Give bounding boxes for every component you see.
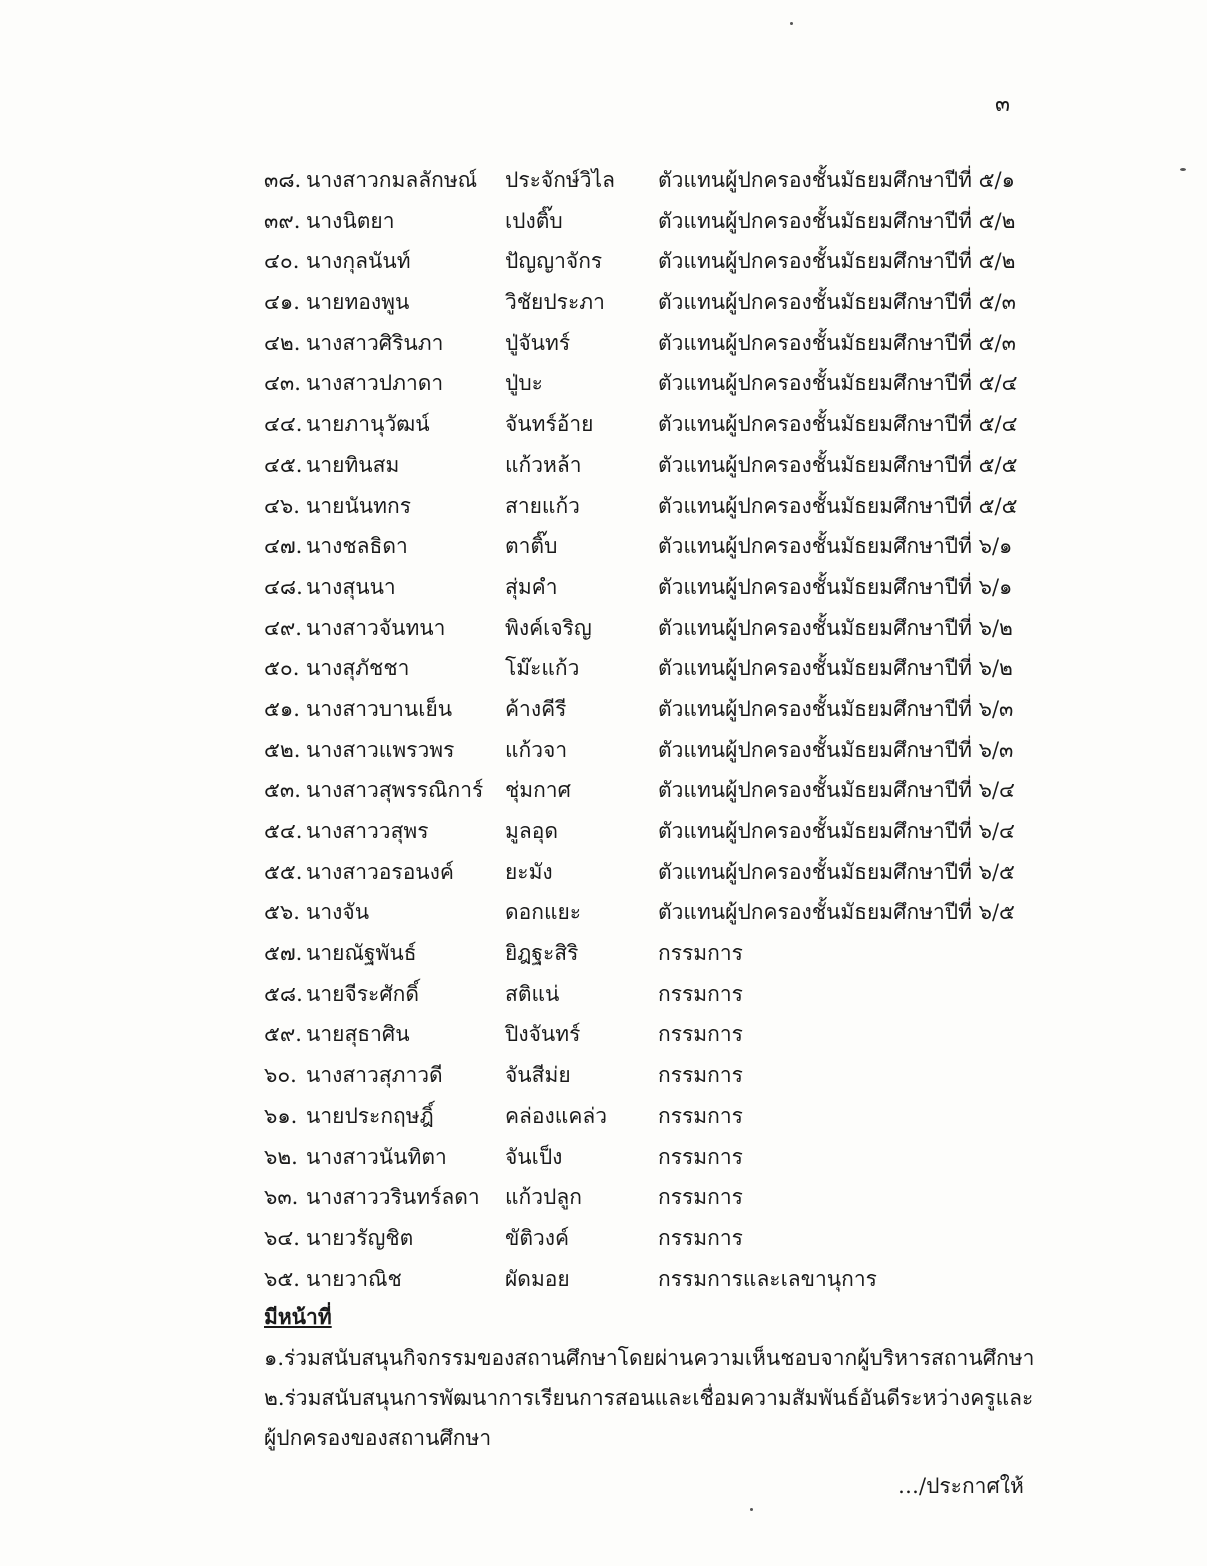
member-row xyxy=(264,1259,1024,1300)
member-role: ตัวแทนผู้ปกครองชั้นมัธยมศึกษาปีที่ ๖/๕ xyxy=(658,900,1015,925)
member-row xyxy=(264,892,1024,933)
member-name: นางกุลนันท์ xyxy=(306,249,411,274)
member-number: ๕๓. xyxy=(264,778,301,803)
member-name: นายสุธาศิน xyxy=(306,1022,410,1047)
member-number: ๓๙. xyxy=(264,208,301,233)
member-list xyxy=(264,160,1024,1299)
member-number: ๖๒. xyxy=(264,1144,298,1169)
member-role: กรรมการ xyxy=(658,1185,743,1210)
member-number: ๖๓. xyxy=(264,1185,299,1210)
member-row xyxy=(264,445,1024,486)
member-role: ตัวแทนผู้ปกครองชั้นมัธยมศึกษาปีที่ ๕/๓ xyxy=(658,330,1016,355)
member-number: ๔๓. xyxy=(264,371,301,396)
member-number: ๔๗. xyxy=(264,534,303,559)
member-surname: ประจักษ์วิไล xyxy=(505,168,615,192)
member-name: นางสาวกมลลักษณ์ xyxy=(306,168,478,192)
member-name: นางจัน xyxy=(306,900,370,925)
scan-speck xyxy=(790,22,793,25)
member-row xyxy=(264,608,1024,649)
member-row xyxy=(264,648,1024,689)
member-surname: จันเป็ง xyxy=(505,1144,563,1169)
member-role: ตัวแทนผู้ปกครองชั้นมัธยมศึกษาปีที่ ๕/๔ xyxy=(658,412,1018,437)
member-name: นางสาวศิรินภา xyxy=(306,330,444,355)
member-name: นางสาวจันทนา xyxy=(306,615,446,640)
member-name: นางสาวสุภาวดี xyxy=(306,1063,443,1088)
member-surname: มูลอุด xyxy=(505,819,558,843)
member-role: ตัวแทนผู้ปกครองชั้นมัธยมศึกษาปีที่ ๖/๒ xyxy=(658,615,1013,640)
member-row xyxy=(264,933,1024,974)
member-surname: ชุ่มกาศ xyxy=(505,778,571,803)
member-row xyxy=(264,852,1024,893)
scan-speck xyxy=(750,1508,753,1511)
member-number: ๔๔. xyxy=(264,412,303,437)
member-surname: ยิฎฐะสิริ xyxy=(505,941,579,966)
member-row xyxy=(264,1218,1024,1259)
member-row xyxy=(264,282,1024,323)
member-role: ตัวแทนผู้ปกครองชั้นมัธยมศึกษาปีที่ ๕/๕ xyxy=(658,493,1018,518)
member-row xyxy=(264,1137,1024,1178)
member-surname: คล่องแคล่ว xyxy=(505,1103,608,1128)
member-role: กรรมการและเลขานุการ xyxy=(658,1266,877,1291)
member-number: ๕๘. xyxy=(264,981,303,1006)
member-surname: ปู่บะ xyxy=(505,371,543,396)
member-surname: ขัติวงค์ xyxy=(505,1225,570,1250)
member-name: นายทินสม xyxy=(306,452,400,477)
member-name: นางสาวแพรวพร xyxy=(306,737,455,762)
member-row xyxy=(264,1096,1024,1137)
member-surname: โม๊ะแก้ว xyxy=(505,656,580,681)
member-role: ตัวแทนผู้ปกครองชั้นมัธยมศึกษาปีที่ ๖/๕ xyxy=(658,859,1015,884)
member-row xyxy=(264,323,1024,364)
member-role: ตัวแทนผู้ปกครองชั้นมัธยมศึกษาปีที่ ๕/๕ xyxy=(658,452,1018,477)
member-surname: ปิงจันทร์ xyxy=(505,1022,581,1047)
member-row xyxy=(264,770,1024,811)
member-surname: แก้วหล้า xyxy=(505,452,582,477)
member-role: ตัวแทนผู้ปกครองชั้นมัธยมศึกษาปีที่ ๕/๒ xyxy=(658,249,1016,274)
duty-item-2-line-2: ผู้ปกครองของสถานศึกษา xyxy=(264,1426,492,1450)
member-surname: จันสีม่ย xyxy=(505,1063,571,1088)
member-row xyxy=(264,1014,1024,1055)
member-name: นางนิตยา xyxy=(306,208,395,233)
member-name: นายณัฐพันธ์ xyxy=(306,941,417,966)
member-number: ๔๘. xyxy=(264,574,303,599)
member-number: ๕๕. xyxy=(264,859,303,884)
duty-item-2-line-1: ๒.ร่วมสนับสนุนการพัฒนาการเรียนการสอนและเชื่อมความสัมพันธ์อันดีระหว่างครูและ xyxy=(264,1386,1034,1410)
member-name: นางสาววรินทร์ลดา xyxy=(306,1185,480,1210)
member-role: ตัวแทนผู้ปกครองชั้นมัธยมศึกษาปีที่ ๖/๔ xyxy=(658,778,1015,803)
member-surname: ยะมัง xyxy=(505,859,553,884)
member-role: ตัวแทนผู้ปกครองชั้นมัธยมศึกษาปีที่ ๖/๓ xyxy=(658,696,1014,721)
member-number: ๖๕. xyxy=(264,1266,300,1291)
member-name: นายจีระศักดิ์ xyxy=(306,981,419,1006)
member-number: ๔๒. xyxy=(264,330,301,355)
member-role: กรรมการ xyxy=(658,1144,743,1169)
member-surname: วิชัยประภา xyxy=(505,290,605,315)
member-row xyxy=(264,160,1024,201)
member-role: ตัวแทนผู้ปกครองชั้นมัธยมศึกษาปีที่ ๖/๑ xyxy=(658,574,1013,599)
member-surname: แก้วจา xyxy=(505,737,568,762)
member-surname: สายแก้ว xyxy=(505,493,580,518)
member-row xyxy=(264,526,1024,567)
member-number: ๕๒. xyxy=(264,737,301,762)
member-number: ๓๘. xyxy=(264,168,302,192)
member-role: ตัวแทนผู้ปกครองชั้นมัธยมศึกษาปีที่ ๖/๑ xyxy=(658,534,1013,559)
member-number: ๔๕. xyxy=(264,452,303,477)
member-number: ๖๑. xyxy=(264,1103,298,1128)
member-name: นางสุนนา xyxy=(306,574,396,599)
member-surname: สติแน่ xyxy=(505,981,560,1006)
member-role: ตัวแทนผู้ปกครองชั้นมัธยมศึกษาปีที่ ๖/๔ xyxy=(658,819,1015,843)
member-number: ๕๔. xyxy=(264,819,303,843)
member-surname: สุ่มคำ xyxy=(505,574,558,599)
member-number: ๔๐. xyxy=(264,249,300,274)
member-role: กรรมการ xyxy=(658,1063,743,1088)
member-surname: ปู่จันทร์ xyxy=(505,330,571,355)
member-name: นายวาณิช xyxy=(306,1266,402,1291)
member-name: นางสาวนันทิตา xyxy=(306,1144,447,1169)
member-role: กรรมการ xyxy=(658,1022,743,1047)
member-name: นายนันทกร xyxy=(306,493,411,518)
member-number: ๕๑. xyxy=(264,696,300,721)
member-surname: ปัญญาจักร xyxy=(505,249,603,274)
member-name: นางสาวอรอนงค์ xyxy=(306,859,454,884)
member-row xyxy=(264,974,1024,1015)
member-name: นางสาวสุพรรณิการ์ xyxy=(306,778,484,803)
member-role: ตัวแทนผู้ปกครองชั้นมัธยมศึกษาปีที่ ๕/๓ xyxy=(658,290,1016,315)
member-surname: ผัดมอย xyxy=(505,1266,570,1291)
member-name: นางสาววสุพร xyxy=(306,819,429,843)
member-role: ตัวแทนผู้ปกครองชั้นมัธยมศึกษาปีที่ ๖/๒ xyxy=(658,656,1013,681)
member-row xyxy=(264,567,1024,608)
member-role: ตัวแทนผู้ปกครองชั้นมัธยมศึกษาปีที่ ๕/๑ xyxy=(658,168,1015,192)
member-number: ๖๐. xyxy=(264,1063,297,1088)
member-surname: จันทร์อ้าย xyxy=(505,412,594,437)
member-surname: ตาติ๊บ xyxy=(505,534,558,559)
member-role: กรรมการ xyxy=(658,981,743,1006)
member-name: นายภานุวัฒน์ xyxy=(306,412,430,437)
member-surname: ดอกแยะ xyxy=(505,900,582,925)
duty-item-1: ๑.ร่วมสนับสนุนกิจกรรมของสถานศึกษาโดยผ่านความเห็นชอบจากผู้บริหารสถานศึกษา xyxy=(264,1346,1035,1370)
member-role: กรรมการ xyxy=(658,941,743,966)
member-row xyxy=(264,241,1024,282)
page-number: ๓ xyxy=(995,92,1011,117)
member-role: กรรมการ xyxy=(658,1103,743,1128)
member-surname: พิงค์เจริญ xyxy=(505,615,592,640)
member-row xyxy=(264,730,1024,771)
member-name: นางสุภัชชา xyxy=(306,656,410,681)
member-name: นายทองพูน xyxy=(306,290,410,315)
member-row xyxy=(264,1055,1024,1096)
member-number: ๖๔. xyxy=(264,1225,300,1250)
member-row xyxy=(264,404,1024,445)
member-surname: ค้างคีรี xyxy=(505,696,567,721)
member-number: ๕๐. xyxy=(264,656,300,681)
member-number: ๔๑. xyxy=(264,290,300,315)
member-name: นายประกฤษฎิ์ xyxy=(306,1103,434,1128)
member-row xyxy=(264,689,1024,730)
member-row xyxy=(264,1177,1024,1218)
member-row xyxy=(264,201,1024,242)
member-number: ๕๗. xyxy=(264,941,303,966)
member-surname: แก้วปลูก xyxy=(505,1185,582,1210)
member-number: ๔๙. xyxy=(264,615,302,640)
member-name: นายวรัญชิต xyxy=(306,1225,414,1250)
member-row xyxy=(264,811,1024,852)
member-number: ๕๙. xyxy=(264,1022,302,1047)
member-role: ตัวแทนผู้ปกครองชั้นมัธยมศึกษาปีที่ ๕/๒ xyxy=(658,208,1016,233)
member-role: ตัวแทนผู้ปกครองชั้นมัธยมศึกษาปีที่ ๕/๔ xyxy=(658,371,1018,396)
member-role: ตัวแทนผู้ปกครองชั้นมัธยมศึกษาปีที่ ๖/๓ xyxy=(658,737,1014,762)
member-row xyxy=(264,486,1024,527)
member-surname: เปงติ๊บ xyxy=(505,208,563,233)
duties-heading: มีหน้าที่ xyxy=(264,1304,332,1329)
scan-speck xyxy=(1180,168,1186,171)
continuation-marker: …/ประกาศให้ xyxy=(898,1474,1024,1498)
member-number: ๕๖. xyxy=(264,900,300,925)
member-name: นางสาวปภาดา xyxy=(306,371,444,396)
member-number: ๔๖. xyxy=(264,493,300,518)
member-name: นางสาวบานเย็น xyxy=(306,696,453,721)
member-row xyxy=(264,363,1024,404)
member-role: กรรมการ xyxy=(658,1225,743,1250)
member-name: นางชลธิดา xyxy=(306,534,408,559)
